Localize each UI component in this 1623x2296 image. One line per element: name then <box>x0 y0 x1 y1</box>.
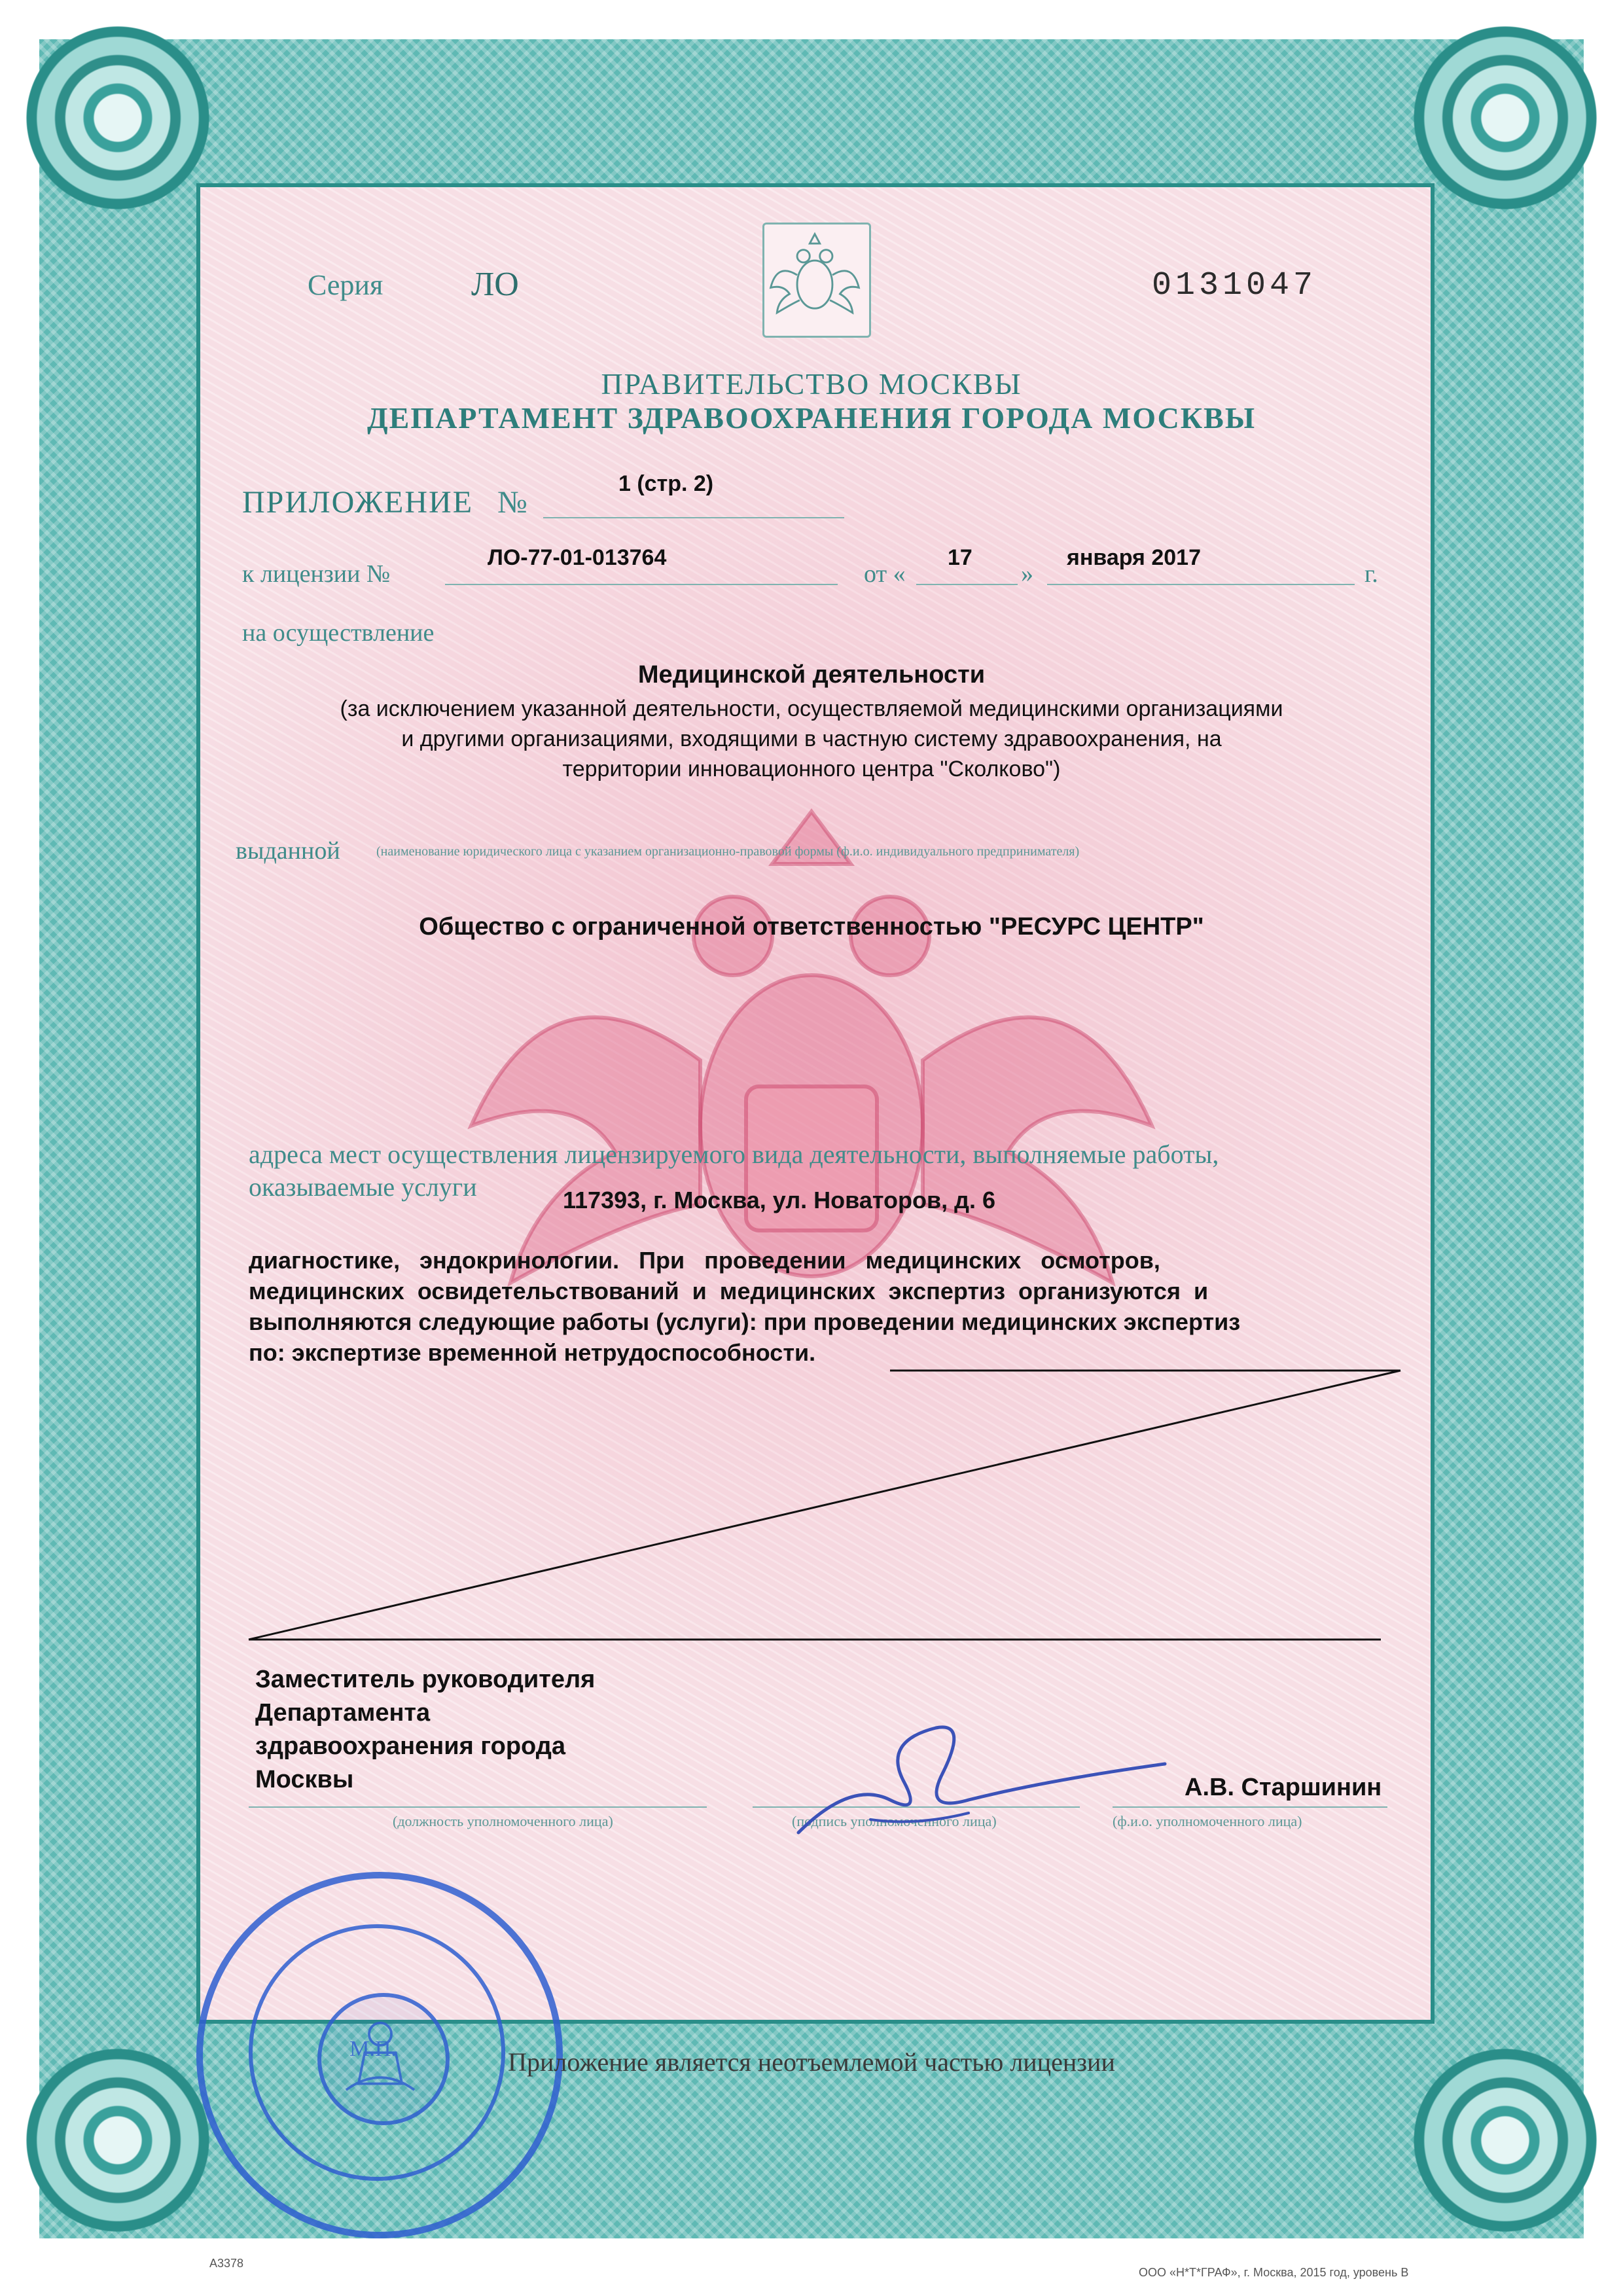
appendix-label: ПРИЛОЖЕНИЕ <box>242 485 474 520</box>
activity-line: (за исключением указанной деятельности, осуществляемой медицинскими организациями <box>340 696 1283 721</box>
activity-line: территории инновационного центра "Сколково") <box>562 757 1061 781</box>
services-line: по: экспертизе временной нетрудоспособности. <box>249 1339 816 1366</box>
department-title: ДЕПАРТАМЕНТ ЗДРАВООХРАНЕНИЯ ГОРОДА МОСКВЫ <box>366 401 1257 435</box>
series-label: Серия <box>308 269 383 301</box>
issued-label: выданной <box>236 837 340 865</box>
services-line: выполняются следующие работы (услуги): при проведении медицинских экспертиз <box>249 1308 1241 1335</box>
name-caption: (ф.и.о. уполномоченного лица) <box>1113 1813 1302 1829</box>
appendix-number-sign: № <box>497 485 527 520</box>
activity-title: Медицинской деятельности <box>637 661 986 689</box>
services-line: диагностике, эндокринологии. При проведении медицинских осмотров, <box>249 1247 1160 1274</box>
signer-position-line: Москвы <box>255 1766 354 1793</box>
date-day: 17 <box>948 545 972 570</box>
form-code: А3378 <box>209 2257 244 2270</box>
position-underline <box>249 1806 707 1808</box>
form-number: 0131047 <box>1152 267 1317 304</box>
date-month-year: января 2017 <box>1067 545 1201 570</box>
stamp-mp-label: М.П. <box>349 2037 397 2061</box>
addresses-label-continued: оказываемые услуги <box>249 1172 477 1202</box>
signer-position-line: Заместитель руководителя <box>255 1666 596 1693</box>
organization-name: Общество с ограниченной ответственностью "РЕСУРС ЦЕНТР" <box>419 913 1204 941</box>
footer-note: Приложение является неотъемлемой частью лицензии <box>508 2047 1115 2077</box>
address-value: 117393, г. Москва, ул. Новаторов, д. 6 <box>563 1187 995 1213</box>
activity-for-label: на осуществление <box>242 619 435 647</box>
date-year-suffix: г. <box>1364 560 1378 588</box>
position-caption: (должность уполномоченного лица) <box>393 1813 613 1829</box>
government-title: ПРАВИТЕЛЬСТВО МОСКВЫ <box>601 367 1022 401</box>
appendix-number: 1 (стр. 2) <box>618 471 714 496</box>
date-quote-close: » <box>1021 560 1033 588</box>
license-number: ЛО-77-01-013764 <box>488 545 667 570</box>
issued-caption: (наименование юридического лица с указанием организационно-правовой формы (ф.и.о. индивидуального предпринимателя) <box>376 844 1080 859</box>
signer-position-line: Департамента <box>255 1699 431 1727</box>
signature-caption: (подпись уполномоченного лица) <box>792 1813 997 1829</box>
services-line: медицинских освидетельствований и медицинских экспертиз организуются и <box>249 1278 1209 1304</box>
date-from-label: от « <box>864 560 906 588</box>
activity-line: и другими организациями, входящими в частную систему здравоохранения, на <box>401 726 1222 751</box>
signer-position-line: здравоохранения города <box>255 1732 566 1760</box>
printer-info: ООО «Н*Т*ГРАФ», г. Москва, 2015 год, уровень В <box>1139 2266 1409 2279</box>
series-value: ЛО <box>471 266 519 303</box>
license-label: к лицензии № <box>242 560 391 588</box>
addresses-label: адреса мест осуществления лицензируемого вида деятельности, выполняемые работы, <box>249 1139 1219 1169</box>
handwritten-signature-icon <box>772 1702 1178 1859</box>
signer-name: А.В. Старшинин <box>1185 1774 1382 1801</box>
